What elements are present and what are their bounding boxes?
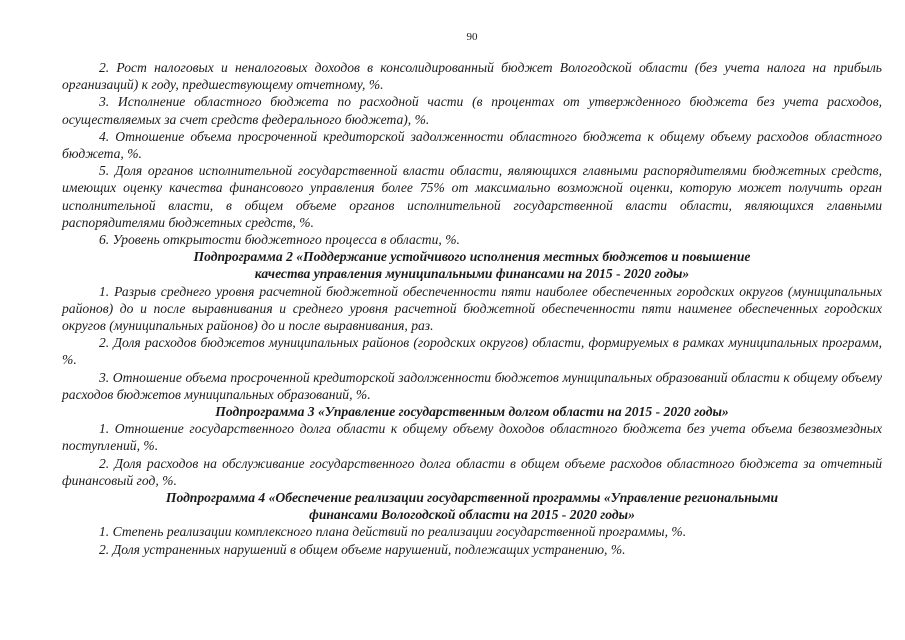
heading-line: Подпрограмма 4 «Обеспечение реализации государственной программы «Управление региональными bbox=[165, 490, 779, 506]
indicator-item: 2. Доля расходов бюджетов муниципальных районов (городских округов) области, формируемых в рамках муниципальных программ, %. bbox=[62, 335, 882, 368]
heading-line: финансами Вологодской области на 2015 - 2020 годы» bbox=[309, 507, 635, 523]
indicator-item: 1. Степень реализации комплексного плана действий по реализации государственной программы, %. bbox=[99, 524, 687, 540]
heading-line: качества управления муниципальными финансами на 2015 - 2020 годы» bbox=[254, 266, 690, 282]
indicator-item: 3. Исполнение областного бюджета по расходной части (в процентах от утвержденного бюджета без учета расходов, осуществляемых за счет средств федерального бюджета), %. bbox=[62, 94, 882, 127]
page-number: 90 bbox=[466, 31, 478, 43]
subprogram-3-heading bbox=[62, 403, 882, 420]
document-page bbox=[62, 30, 882, 558]
indicator-item: 2. Рост налоговых и неналоговых доходов в консолидированный бюджет Вологодской области (без учета налога на прибыль организаций) к году, предшествующему отчетному, %. bbox=[62, 60, 882, 93]
indicator-item: 6. Уровень открытости бюджетного процесса в области, %. bbox=[99, 232, 460, 248]
heading-line: Подпрограмма 3 «Управление государственным долгом области на 2015 - 2020 годы» bbox=[215, 404, 729, 420]
indicator-item: 1. Разрыв среднего уровня расчетной бюджетной обеспеченности пяти наиболее обеспеченных городских округов (муниципальных районов) до и после выравнивания и среднего уровня расчетной бюджетной обеспеченности пяти наименее обеспеченных городских округов (муниципальных районов) до и после выравнивания, раз. bbox=[62, 283, 882, 334]
subprogram-4-heading bbox=[62, 489, 882, 523]
indicator-item: 5. Доля органов исполнительной государственной власти области, являющихся главными распорядителями бюджетных средств, имеющих оценку качества финансового управления более 75% от максимально возможной оценки, которую может получить орган исполнительной власти, в общем объеме органов исполнительной государственной власти области, являющихся главными распорядителями бюджетных средств, %. bbox=[62, 163, 882, 230]
indicator-item: 2. Доля устраненных нарушений в общем объеме нарушений, подлежащих устранению, %. bbox=[99, 541, 626, 557]
indicator-item: 1. Отношение государственного долга области к общему объему доходов областного бюджета без учета объема безвозмездных поступлений, %. bbox=[62, 421, 882, 454]
indicator-item: 2. Доля расходов на обслуживание государственного долга области в общем объеме расходов областного бюджета за отчетный финансовый год, %. bbox=[62, 455, 882, 488]
heading-line: Подпрограмма 2 «Поддержание устойчивого исполнения местных бюджетов и повышение bbox=[193, 249, 751, 265]
indicator-item: 3. Отношение объема просроченной кредиторской задолженности бюджетов муниципальных образований области к общему объему расходов бюджетов муниципальных образований, %. bbox=[62, 369, 882, 402]
indicator-item: 4. Отношение объема просроченной кредиторской задолженности областного бюджета к общему объему расходов областного бюджета, %. bbox=[62, 128, 882, 162]
subprogram-2-heading bbox=[62, 248, 882, 282]
